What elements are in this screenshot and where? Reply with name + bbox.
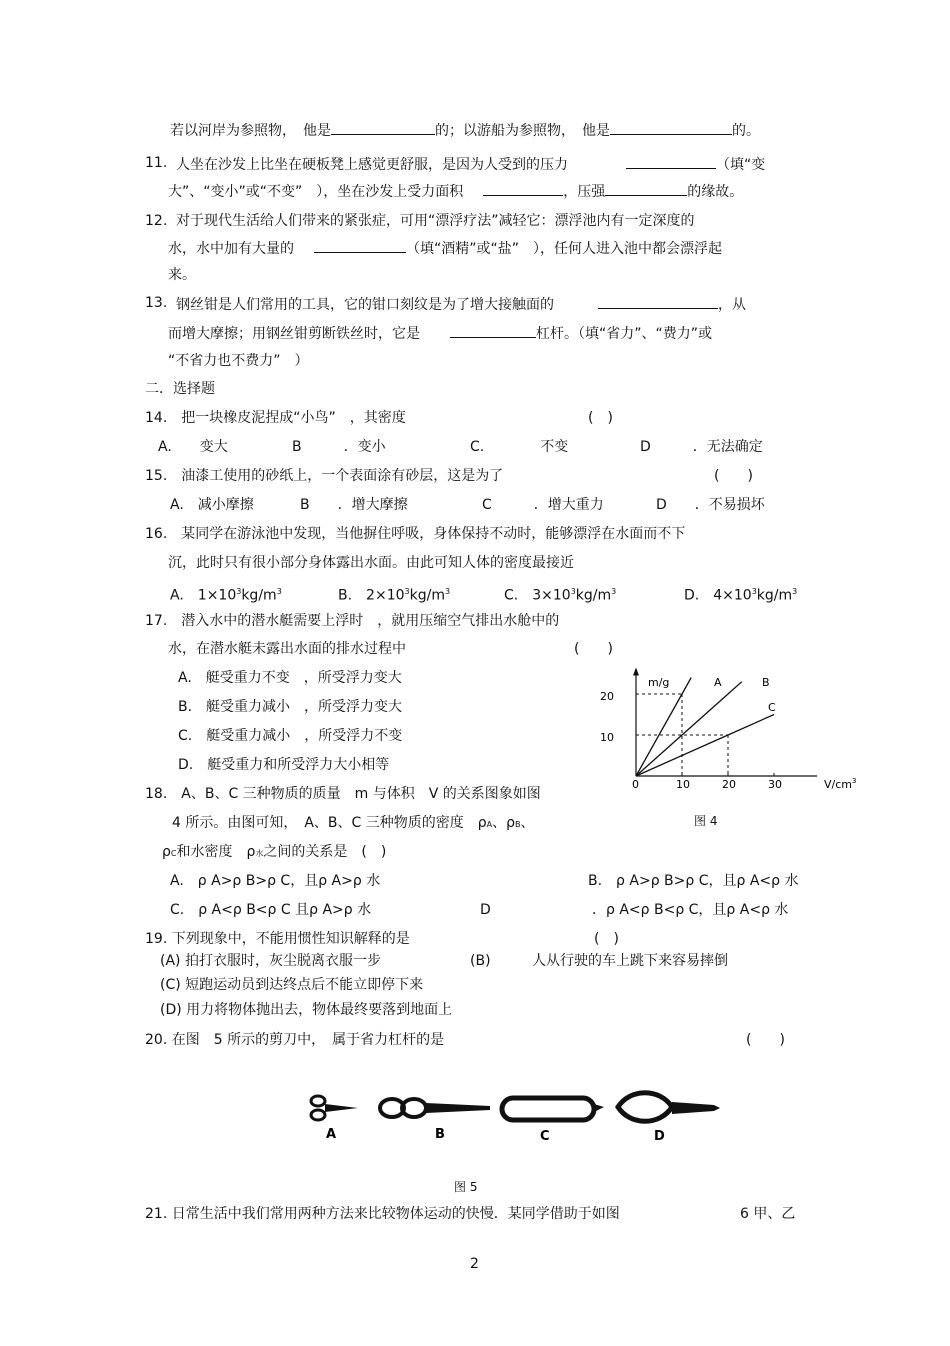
q15-option-b[interactable]: B ．增大摩擦 — [300, 497, 408, 513]
figure-4-mass-volume-chart — [592, 664, 872, 804]
q15-option-c[interactable]: C ．增大重力 — [482, 497, 604, 513]
q10-blank-1[interactable] — [331, 120, 435, 135]
q18-option-d-letter[interactable]: D — [480, 902, 491, 918]
q19-answer-paren[interactable]: ( ) — [594, 931, 619, 947]
q12-blank-1[interactable] — [314, 238, 406, 253]
q17-option-a[interactable]: A. 艇受重力不变 ，所受浮力变大 — [178, 670, 402, 686]
q12-line1: 对于现代生活给人们带来的紧张症，可用“漂浮疗法”减轻它：漂浮池内有一定深度的 — [176, 213, 695, 229]
q13-line3: “不省力也不费力” ） — [168, 353, 309, 369]
q16-c-value: C. 3×10 — [504, 587, 571, 604]
q13-text-b: ，从 — [718, 297, 746, 313]
q16-b-exp: 3 — [404, 587, 410, 596]
q18-line2-text: 4 所示。由图可知， A、B、C 三种物质的密度 ρ — [172, 815, 487, 831]
q10-text-c: 的。 — [732, 123, 760, 139]
q18-line3-rho: ρ — [162, 844, 171, 860]
q11-text-d: ，压强 — [563, 184, 606, 200]
figure-4-line-b — [636, 682, 742, 776]
figure-5-scissors — [300, 1080, 730, 1150]
q18-option-b[interactable]: B. ρ A>ρ B>ρ C，且ρ A<ρ 水 — [588, 873, 799, 889]
q19-option-a[interactable]: (A) 拍打衣服时，灰尘脱离衣服一步 — [160, 953, 381, 969]
q17-answer-paren[interactable]: ( ) — [574, 641, 613, 657]
q10-line1 — [170, 120, 760, 140]
q16-a-unit: kg/m — [241, 587, 277, 604]
q13-text-c: 而增大摩擦；用钢丝钳剪断铁丝时，它是 — [168, 326, 420, 342]
q17-option-d[interactable]: D. 艇受重力和所受浮力大小相等 — [178, 757, 390, 773]
q12-number: 12. — [145, 213, 168, 229]
figure-4-line-c — [636, 715, 774, 777]
q14-answer-paren[interactable]: ( ) — [588, 410, 613, 426]
figure-5-caption: 图 5 — [454, 1180, 478, 1194]
q11-text-c: 大”、“变小”或“不变” ），坐在沙发上受力面积 — [168, 184, 464, 200]
q14-option-b[interactable]: B ．变小 — [292, 439, 386, 455]
scissors-b-icon[interactable] — [380, 1099, 490, 1117]
q17-option-b[interactable]: B. 艇受重力减小 ，所受浮力变大 — [178, 699, 403, 715]
q21-stem-a: 21. 日常生活中我们常用两种方法来比较物体运动的快慢．某同学借助于如图 — [145, 1206, 620, 1222]
q14-option-a[interactable]: A. 变大 — [158, 439, 228, 455]
q14-option-c[interactable]: C. 不变 — [470, 439, 569, 455]
q16-c-exp: 3 — [570, 587, 576, 596]
q18-sub-water: 水 — [255, 849, 264, 858]
q15-stem: 15. 油漆工使用的砂纸上，一个表面涂有砂层，这是为了 — [145, 468, 504, 484]
q20-stem: 20. 在图 5 所示的剪刀中， 属于省力杠杆的是 — [145, 1032, 445, 1048]
q11-blank-1[interactable] — [626, 154, 716, 169]
q14-stem: 14. 把一块橡皮泥捏成“小鸟” ，其密度 — [145, 410, 406, 426]
figure-5-label-b: B — [435, 1127, 445, 1142]
q16-stem-line2: 沉，此时只有很小部分身体露出水面。由此可知人体的密度最接近 — [168, 555, 574, 571]
q16-a-value: A. 1×10 — [170, 587, 237, 604]
q11-text-a: 人坐在沙发上比坐在硬板凳上感觉更舒服，是因为人受到的压力 — [176, 157, 568, 173]
q16-b-value: B. 2×10 — [338, 587, 405, 604]
q16-d-unit: kg/m — [756, 587, 793, 604]
q16-option-d[interactable] — [684, 583, 797, 605]
q10-text-a: 若以河岸为参照物， 他是 — [170, 123, 331, 139]
q10-blank-2[interactable] — [610, 120, 732, 135]
q16-option-c[interactable] — [504, 583, 616, 605]
q16-d-unit-exp: 3 — [792, 587, 798, 596]
q13-blank-1[interactable] — [598, 294, 718, 309]
q16-b-unit-exp: 3 — [444, 587, 451, 596]
shears-c-icon[interactable] — [502, 1098, 604, 1120]
q13-text-d: 杠杆。（填“省力”、“费力”或 — [536, 326, 713, 342]
q12-text-b: （填“酒精”或“盐” ），任何人进入池中都会漂浮起 — [406, 241, 723, 257]
q18-sub-a: A — [486, 820, 493, 829]
q16-d-exp: 3 — [751, 587, 757, 596]
q16-c-unit-exp: 3 — [611, 587, 617, 596]
figure-5-label-c: C — [540, 1129, 550, 1144]
q13-text-a: 钢丝钳是人们常用的工具，它的钳口刻纹是为了增大接触面的 — [176, 297, 554, 313]
q16-option-b[interactable] — [338, 583, 450, 605]
figure-4-xtick-10: 10 — [676, 778, 690, 791]
figure-4-ylabel: m/g — [648, 676, 670, 689]
figure-4-ytick-10: 10 — [600, 731, 614, 744]
q18-option-d[interactable]: ．ρ A<ρ B<ρ C，且ρ A<ρ 水 — [592, 902, 789, 918]
q18-sub-b: B — [515, 820, 521, 829]
q19-option-c[interactable]: (C) 短跑运动员到达终点后不能立即停下来 — [160, 977, 424, 993]
q16-c-unit: kg/m — [575, 587, 612, 604]
q11-blank-2[interactable] — [483, 181, 563, 196]
q19-option-b[interactable]: 人从行驶的车上跳下来容易摔倒 — [532, 953, 728, 969]
q20-answer-paren[interactable]: ( ) — [746, 1032, 785, 1048]
q17-option-c[interactable]: C. 艇受重力减小 ，所受浮力不变 — [178, 728, 403, 744]
q14-option-d[interactable]: D ．无法确定 — [640, 439, 763, 455]
q11-line1 — [176, 154, 765, 174]
q18-line2 — [172, 814, 535, 834]
figure-5-label-d: D — [654, 1129, 665, 1144]
q16-a-exp: 3 — [236, 587, 242, 596]
figure-4-y-arrow — [633, 668, 639, 676]
q13-line1 — [176, 294, 746, 314]
q11-blank-3[interactable] — [605, 181, 687, 196]
q18-option-a[interactable]: A. ρ A>ρ B>ρ C，且ρ A>ρ 水 — [170, 873, 381, 889]
figure-5-label-a: A — [326, 1127, 337, 1142]
q10-text-b: 的；以游船为参照物， 他是 — [435, 123, 610, 139]
q17-stem-line1: 17. 潜入水中的潜水艇需要上浮时 ，就用压缩空气排出水舱中的 — [145, 613, 560, 629]
figure-4-xlabel: $V/cm^3$ — [824, 777, 857, 791]
q13-blank-2[interactable] — [450, 323, 536, 338]
q18-sub-c: C — [170, 849, 177, 858]
figure-4-caption: 图 4 — [694, 814, 718, 828]
q13-number: 13. — [145, 295, 168, 311]
q16-d-value: D. 4×10 — [684, 587, 752, 604]
q18-line3-text: 和水密度 ρ — [176, 844, 256, 860]
q15-option-d[interactable]: D ．不易损坏 — [656, 497, 765, 513]
q18-line1: 18. A、B、C 三种物质的质量 m 与体积 V 的关系图象如图 — [145, 786, 541, 802]
q18-line3-end: 之间的关系是 ( ) — [263, 844, 387, 860]
q17-stem-line2: 水，在潜水艇未露出水面的排水过程中 — [168, 641, 406, 657]
figure-4-line-a — [636, 678, 691, 776]
q11-text-e: 的缘故。 — [687, 184, 744, 200]
q12-line2 — [168, 238, 722, 258]
q15-answer-paren[interactable]: ( ) — [714, 468, 753, 484]
page-number: 2 — [470, 1256, 479, 1272]
figure-4-xtick-0: 0 — [632, 778, 639, 791]
figure-4-xtick-30: 30 — [768, 778, 782, 791]
figure-4-series-label-b: B — [762, 676, 770, 689]
figure-4-series-label-c: C — [768, 701, 776, 714]
q19-stem: 19. 下列现象中，不能用惯性知识解释的是 — [145, 931, 410, 947]
q18-option-c[interactable]: C. ρ A<ρ B<ρ C 且ρ A>ρ 水 — [170, 902, 372, 918]
q16-option-a[interactable] — [170, 583, 282, 605]
figure-4-series-label-a: A — [714, 676, 722, 689]
q19-option-b-letter[interactable]: (B) — [470, 953, 491, 969]
q11-text-b: （填“变 — [716, 157, 766, 173]
q16-b-unit: kg/m — [409, 587, 445, 604]
q18-line3 — [162, 843, 386, 863]
q15-option-a[interactable]: A. 减小摩擦 — [170, 497, 254, 513]
q12-text-a: 水，水中加有大量的 — [168, 241, 294, 257]
q11-line2 — [168, 181, 743, 201]
scissors-a-icon[interactable] — [311, 1096, 358, 1120]
figure-4-xtick-20: 20 — [722, 778, 736, 791]
q18-line2-sep2: 、 — [520, 815, 535, 831]
section-heading-choice: 二．选择题 — [145, 381, 215, 397]
figure-4-ytick-20: 20 — [600, 690, 614, 703]
q19-option-d[interactable]: (D) 用力将物体抛出去，物体最终要落到地面上 — [160, 1002, 453, 1018]
q11-number: 11. — [145, 155, 168, 171]
q13-line2 — [168, 323, 712, 343]
pliers-d-icon[interactable] — [618, 1093, 720, 1122]
q12-line3: 来。 — [168, 267, 196, 283]
q16-stem-line1: 16. 某同学在游泳池中发现，当他摒住呼吸，身体保持不动时，能够漂浮在水面而不下 — [145, 526, 686, 542]
q21-stem-b: 6 甲、乙 — [740, 1206, 796, 1222]
q18-line2-sep1: 、ρ — [492, 815, 516, 831]
q16-a-unit-exp: 3 — [276, 587, 282, 596]
